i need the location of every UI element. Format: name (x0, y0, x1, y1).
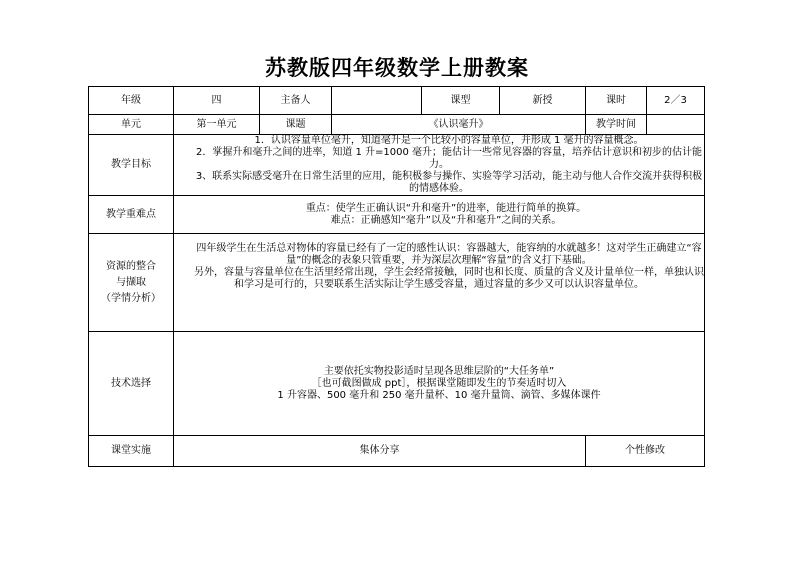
topic-value: 《认识毫升》 (332, 115, 586, 135)
resources-label (89, 234, 174, 332)
objectives-label: 教学目标 (89, 135, 174, 196)
table-row (89, 87, 705, 115)
table-row (89, 436, 705, 467)
objective-line: 3、联系实际感受毫升在日常生活里的应用，能积极参与操作、实验等学习活动，能主动与他人合作交流并获得积极的情感体验。 (195, 171, 703, 194)
unit-label: 单元 (89, 115, 174, 135)
collective-sharing-header: 集体分享 (174, 436, 586, 467)
table-row (89, 196, 705, 234)
grade-label: 年级 (89, 87, 174, 115)
unit-value: 第一单元 (174, 115, 260, 135)
resources-paragraph: 另外，容量与容量单位在生活里经常出现，学生会经常接触，同时也和长度、质量的含义及计量单位一样，单独认识和学习是可行的，只要联系生活实际让学生感受容量，通过容量的多少又可以认识容量单位。 (194, 267, 704, 290)
key-point-line: 难点：正确感知“毫升”以及“升和毫升”之间的关系。 (330, 214, 562, 226)
table-row (89, 115, 705, 135)
objective-line: 2．掌握升和毫升之间的进率，知道 1 升=1000 毫升；能估计一些常见容器的容量，培养估计意识和初步的估计能力。 (195, 147, 703, 170)
objective-line: 1．认识容量单位毫升，知道毫升是一个比较小的容量单位，并形成 1 毫升的容量概念。 (254, 135, 644, 146)
table-row (89, 135, 705, 196)
key-points-label: 教学重难点 (89, 196, 174, 234)
grade-value: 四 (174, 87, 260, 115)
technology-line: ［也可截图做成 ppt］，根据课堂随即发生的节奏适时切入 (311, 377, 567, 389)
periods-value: 2／3 (647, 87, 705, 115)
lesson-type-value: 新授 (500, 87, 586, 115)
lesson-type-label: 课型 (422, 87, 500, 115)
resources-label-line: 资源的整合 (106, 260, 156, 272)
technology-content (174, 332, 705, 436)
objectives-content (174, 135, 705, 196)
resources-content (174, 234, 705, 332)
table-row (89, 332, 705, 436)
teach-time-value (647, 115, 705, 135)
topic-label: 课题 (260, 115, 332, 135)
periods-label: 课时 (586, 87, 647, 115)
technology-line: 主要依托实物投影适时呈现各思维层阶的“大任务单” (323, 365, 555, 377)
preparer-value (332, 87, 422, 115)
resources-paragraph: 四年级学生在生活总对物体的容量已经有了一定的感性认识：容器越大，能容纳的水就越多！这对学生正确建立“容量”的概念的表象只管重要，并为深层次理解“容量”的含义打下基础。 (196, 243, 702, 266)
lesson-plan-table (88, 86, 705, 467)
classroom-implementation-header: 课堂实施 (89, 436, 174, 467)
key-point-line: 重点：使学生正确认识“升和毫升”的进率，能进行简单的换算。 (305, 202, 587, 214)
teach-time-label: 教学时间 (586, 115, 647, 135)
table-row (89, 234, 705, 332)
resources-label-line: 与撷取 (116, 276, 146, 288)
technology-label: 技术选择 (89, 332, 174, 436)
resources-label-line: （学情分析） (101, 292, 161, 304)
personal-revision-header: 个性修改 (586, 436, 705, 467)
technology-line: 1 升容器、500 毫升和 250 毫升量杯、10 毫升量筒、滴管、多媒体课件 (277, 389, 601, 401)
preparer-label: 主备人 (260, 87, 332, 115)
key-points-content (174, 196, 705, 234)
page-title: 苏教版四年级数学上册教案 (265, 55, 529, 80)
